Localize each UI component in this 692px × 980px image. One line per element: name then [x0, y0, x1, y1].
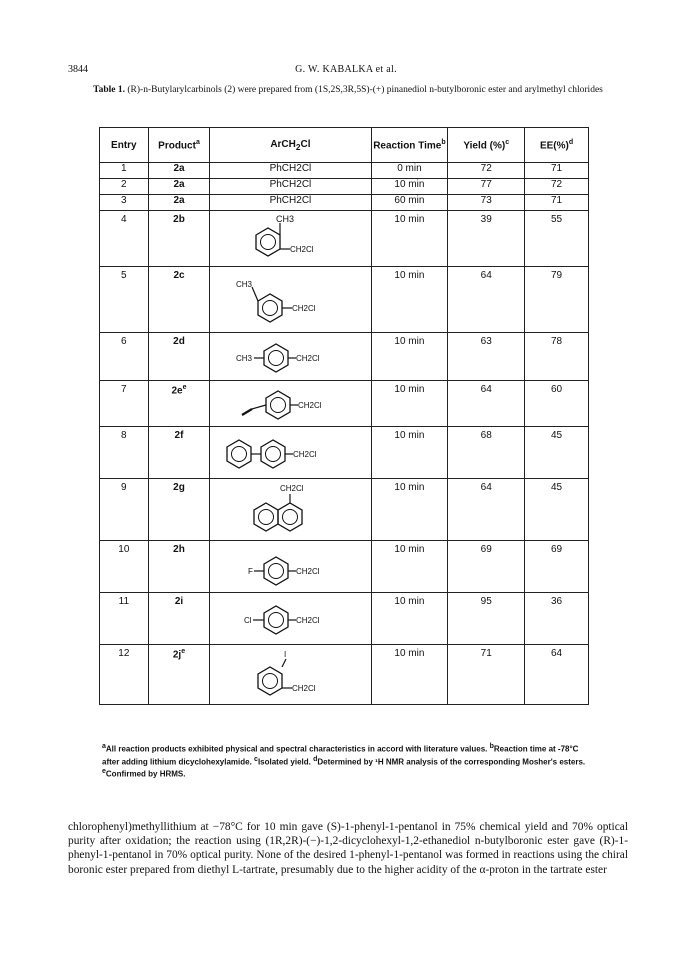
col-arch: ArCH$_2$Cl [210, 128, 371, 163]
label-ch2cl: CH2Cl [296, 354, 320, 363]
cell-product: 2g [148, 479, 210, 541]
cell-ee: 79 [525, 267, 589, 333]
cell-product: 2h [148, 541, 210, 593]
cell-entry: 5 [100, 267, 149, 333]
cell-yield: 39 [448, 211, 525, 267]
cell-yield: 69 [448, 541, 525, 593]
col-entry: Entry [100, 128, 149, 163]
label-ch2cl: CH2Cl [298, 401, 322, 410]
cell-ee: 69 [525, 541, 589, 593]
cell-entry: 11 [100, 593, 149, 645]
table-caption [68, 84, 628, 96]
cell-arch-structure [210, 211, 371, 267]
cell-yield: 68 [448, 427, 525, 479]
table-label: Table 1. [93, 85, 125, 95]
cell-ee: 60 [525, 381, 589, 427]
cell-entry: 4 [100, 211, 149, 267]
cell-arch-structure [210, 267, 371, 333]
cell-arch: PhCH2Cl [210, 163, 371, 179]
cell-time: 10 min [371, 541, 448, 593]
cell-ee: 72 [525, 179, 589, 195]
results-table [99, 127, 589, 705]
cell-time: 10 min [371, 211, 448, 267]
table-row [100, 333, 589, 381]
cell-time: 10 min [371, 179, 448, 195]
label-ch2cl: CH2Cl [292, 684, 316, 693]
cell-yield: 95 [448, 593, 525, 645]
col-product: Product$^a$ [148, 128, 210, 163]
cell-time: 10 min [371, 479, 448, 541]
cell-arch: PhCH2Cl [210, 179, 371, 195]
cell-product: 2c [148, 267, 210, 333]
cell-entry: 8 [100, 427, 149, 479]
footnote-d: Determined by ¹H NMR analysis of the corresponding Mosher's esters. [317, 757, 586, 767]
cell-time: 10 min [371, 333, 448, 381]
cell-arch-structure [210, 541, 371, 593]
cell-arch-structure [210, 593, 371, 645]
cell-product: $2j^e$ [148, 645, 210, 705]
footnote-b: Reaction time at -78°C after adding lithium dicyclohexylamide. [102, 744, 579, 767]
table-row [100, 381, 589, 427]
cell-yield: 71 [448, 645, 525, 705]
col-yield: Yield (%)$^c$ [448, 128, 525, 163]
cell-arch-structure [210, 333, 371, 381]
cell-yield: 63 [448, 333, 525, 381]
cell-ee: 71 [525, 163, 589, 179]
p-vinylbenzyl-chloride-structure [220, 381, 360, 423]
running-head: G. W. KABALKA et al. [295, 64, 397, 75]
table-header-row [100, 128, 589, 163]
cell-product: 2a [148, 195, 210, 211]
cell-entry: 12 [100, 645, 149, 705]
cell-ee: 78 [525, 333, 589, 381]
cell-yield: 72 [448, 163, 525, 179]
label-ch3: CH3 [236, 354, 253, 363]
cell-time: 10 min [371, 645, 448, 705]
cell-yield: 77 [448, 179, 525, 195]
cell-ee: 45 [525, 479, 589, 541]
table-row [100, 195, 589, 211]
cell-time: 10 min [371, 267, 448, 333]
table-row [100, 645, 589, 705]
label-ch3: CH3 [236, 280, 253, 289]
label-ch2cl: CH2Cl [290, 245, 314, 254]
cell-ee: 45 [525, 427, 589, 479]
chloromethylnaphthalene-structure [230, 479, 350, 539]
label-ch2cl: CH2Cl [296, 567, 320, 576]
table-row [100, 267, 589, 333]
table-row [100, 163, 589, 179]
cell-yield: 73 [448, 195, 525, 211]
cell-product: 2b [148, 211, 210, 267]
label-i: I [284, 650, 287, 659]
cell-entry: 7 [100, 381, 149, 427]
m-methylbenzyl-chloride-structure [220, 267, 360, 329]
page-number: 3844 [68, 64, 88, 75]
cell-yield: 64 [448, 381, 525, 427]
cell-product: 2a [148, 179, 210, 195]
cell-entry: 2 [100, 179, 149, 195]
cell-time: 10 min [371, 381, 448, 427]
body-paragraph: chlorophenyl)methyllithium at −78°C for 10 min gave (S)-1-phenyl-1-pentanol in 75% chemical yield and 70% optical purity after oxidation; the reaction using (1R,2R)-(−)-1,2-dicyclohexyl-1,2-ethanediol n-butylboronic ester gave (R)-1-phenyl-1-pentanol in 70% optical purity. None of the desired 1-phenyl-1-pentanol was formed in reactions using the chiral boronic ester prepared from diethyl L-tartrate, presumably due to the higher acidity of the α-proton in the tartrate ester [68, 821, 628, 876]
table-row [100, 479, 589, 541]
cell-ee: 71 [525, 195, 589, 211]
footnote-a: All reaction products exhibited physical and spectral characteristics in accord with literature values. [105, 744, 488, 754]
table-row [100, 211, 589, 267]
table-row [100, 541, 589, 593]
cell-yield: 64 [448, 479, 525, 541]
label-ch2cl: CH2Cl [293, 450, 317, 459]
cell-entry: 6 [100, 333, 149, 381]
p-fluorobenzyl-chloride-structure [220, 541, 360, 589]
o-methylbenzyl-chloride-structure [230, 211, 350, 265]
cell-ee: 64 [525, 645, 589, 705]
cell-product: $2e^e$ [148, 381, 210, 427]
cell-time: 60 min [371, 195, 448, 211]
label-cl: Cl [244, 616, 252, 625]
cell-arch-structure [210, 479, 371, 541]
cell-product: 2i [148, 593, 210, 645]
cell-arch-structure [210, 427, 371, 479]
col-ee: EE(%)$^d$ [525, 128, 589, 163]
biphenylmethyl-chloride-structure [217, 427, 363, 475]
label-ch2cl: CH2Cl [292, 304, 316, 313]
cell-ee: 36 [525, 593, 589, 645]
table-footnotes: $^a$All reaction products exhibited physical and spectral characteristics in accord with literature values. $^b$Reaction time at -78°C after adding lithium dicyclohexylamide. $^c$Isolated yield. $^d$Determined by ¹H NMR analysis of the corresponding Mosher's esters. $^e$Confirmed by HRMS. [102, 743, 586, 779]
label-f: F [248, 567, 254, 576]
cell-arch: PhCH2Cl [210, 195, 371, 211]
label-ch3: CH3 [276, 214, 295, 224]
cell-arch-structure [210, 381, 371, 427]
cell-arch-structure [210, 645, 371, 705]
cell-entry: 10 [100, 541, 149, 593]
table-row [100, 179, 589, 195]
footnote-e: Confirmed by HRMS. [105, 769, 186, 779]
table-caption-text: (R)-n-Butylarylcarbinols (2) were prepared from (1S,2S,3R,5S)-(+) pinanediol n-butylboronic ester and arylmethyl chlorides [127, 85, 603, 95]
p-methylbenzyl-chloride-structure [220, 333, 360, 377]
cell-product: 2f [148, 427, 210, 479]
label-ch2cl: CH2Cl [296, 616, 320, 625]
cell-product: 2a [148, 163, 210, 179]
cell-time: 10 min [371, 593, 448, 645]
cell-product: 2d [148, 333, 210, 381]
cell-yield: 64 [448, 267, 525, 333]
table-row [100, 427, 589, 479]
m-iodobenzyl-chloride-structure [220, 645, 360, 701]
cell-entry: 1 [100, 163, 149, 179]
cell-time: 0 min [371, 163, 448, 179]
cell-entry: 3 [100, 195, 149, 211]
table-row [100, 593, 589, 645]
cell-time: 10 min [371, 427, 448, 479]
p-chlorobenzyl-chloride-structure [220, 593, 360, 641]
cell-entry: 9 [100, 479, 149, 541]
footnote-c: Isolated yield. [257, 757, 311, 767]
cell-ee: 55 [525, 211, 589, 267]
label-ch2cl: CH2Cl [280, 484, 304, 493]
col-time: Reaction Time$^b$ [371, 128, 448, 163]
